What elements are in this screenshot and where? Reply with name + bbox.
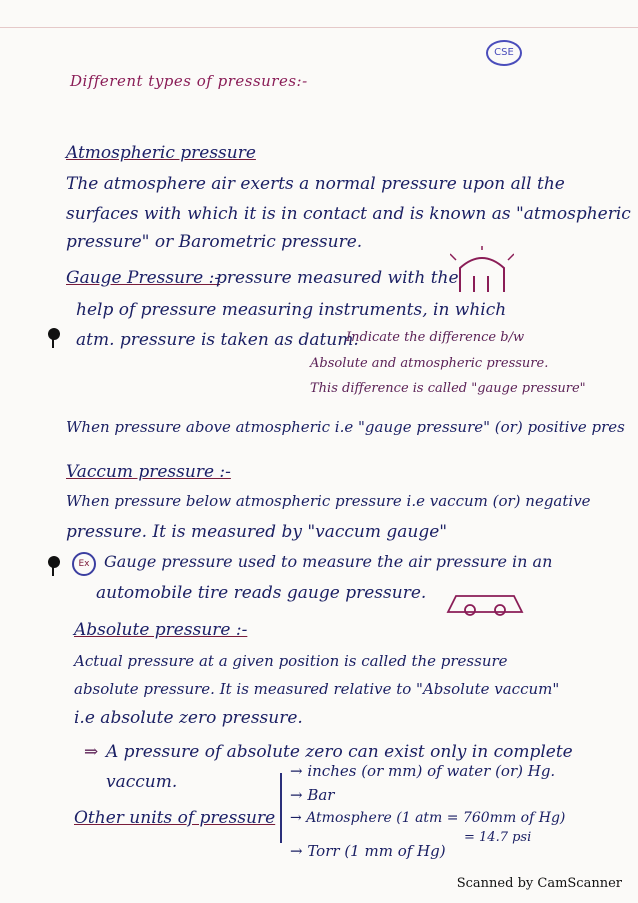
- atmospheric-line-1: The atmosphere air exerts a normal pressure upon all the: [66, 174, 565, 194]
- unit-item-label: Atmosphere (1 atm = 760mm of Hg): [306, 810, 566, 826]
- absolute-line-3: i.e absolute zero pressure.: [74, 708, 303, 728]
- gauge-line-1: pressure measured with the: [216, 268, 459, 288]
- page-top-line: [0, 27, 638, 28]
- gauge-line-3: atm. pressure is taken as datum.: [76, 330, 359, 350]
- gauge-heading: Gauge Pressure :-: [66, 268, 221, 288]
- atmospheric-line-3: pressure" or Barometric pressure.: [66, 232, 363, 252]
- gauge-line-2: help of pressure measuring instruments, in which: [76, 300, 507, 320]
- absolute-line-5: vaccum.: [106, 772, 178, 792]
- car-sketch: [446, 586, 526, 622]
- pin-icon: [48, 556, 60, 568]
- gauge-note-4: When pressure above atmospheric i.e "gauge pressure" (or) positive pres: [66, 418, 625, 436]
- unit-item-extra: = 14.7 psi: [464, 830, 532, 845]
- absolute-line-1: Actual pressure at a given position is called the pressure: [74, 652, 508, 670]
- corner-badge: CSE: [486, 40, 522, 66]
- units-bracket: [280, 773, 294, 843]
- absolute-line-4: A pressure of absolute zero can exist only in complete: [106, 742, 573, 762]
- absolute-heading: Absolute pressure :-: [74, 620, 248, 640]
- unit-item-label: inches (or mm) of water (or) Hg.: [307, 762, 556, 780]
- unit-item-3: → Atmosphere (1 atm = 760mm of Hg): [290, 810, 566, 826]
- unit-item-label: Torr (1 mm of Hg): [307, 842, 446, 860]
- absolute-line-2: absolute pressure. It is measured relative to "Absolute vaccum": [74, 680, 560, 698]
- atmospheric-line-2: surfaces with which it is in contact and is known as "atmospheric: [66, 204, 631, 224]
- unit-item-1: → inches (or mm) of water (or) Hg.: [290, 762, 556, 780]
- arrow-icon: ⇒: [84, 742, 99, 762]
- atmospheric-heading: Atmospheric pressure: [66, 143, 256, 163]
- pin-icon: [48, 328, 60, 340]
- gauge-note-1: Indicate the difference b/w: [346, 330, 525, 345]
- units-heading: Other units of pressure: [74, 808, 276, 828]
- scanner-watermark: Scanned by CamScanner: [456, 876, 622, 891]
- vacuum-line-2: pressure. It is measured by "vaccum gauge": [66, 522, 448, 542]
- vacuum-line-4: automobile tire reads gauge pressure.: [96, 583, 427, 603]
- example-mark-icon: Ex: [72, 552, 96, 576]
- vacuum-line-3: Gauge pressure used to measure the air pressure in an: [104, 552, 553, 571]
- unit-item-2: → Bar: [290, 786, 335, 804]
- vacuum-heading: Vaccum pressure :-: [66, 462, 231, 482]
- pressure-tube-sketch: [450, 246, 514, 298]
- unit-item-label: Bar: [307, 786, 335, 804]
- gauge-note-2: Absolute and atmospheric pressure.: [310, 356, 549, 371]
- unit-item-4: → Torr (1 mm of Hg): [290, 842, 446, 860]
- gauge-note-3: This difference is called "gauge pressure": [310, 381, 586, 396]
- page-title: Different types of pressures:-: [70, 72, 308, 90]
- vacuum-line-1: When pressure below atmospheric pressure i.e vaccum (or) negative: [66, 492, 591, 510]
